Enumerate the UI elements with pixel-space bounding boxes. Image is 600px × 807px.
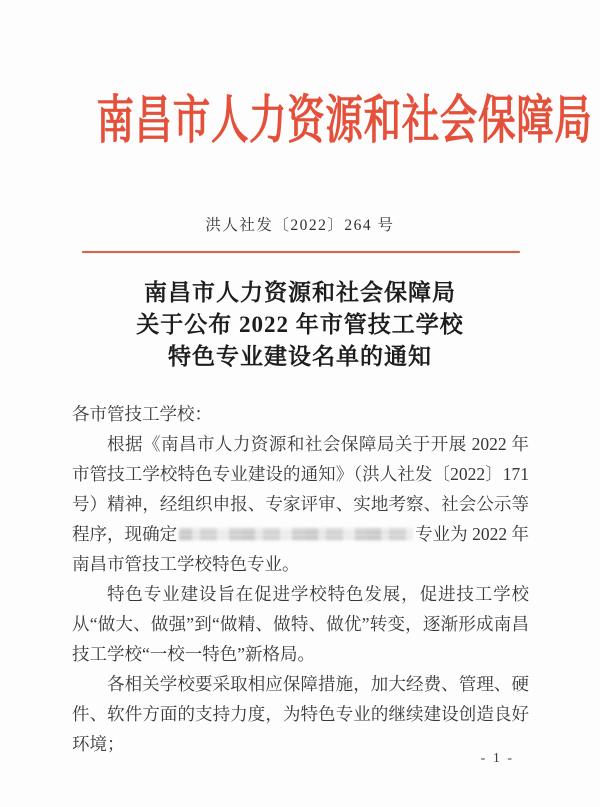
redacted-text-blur — [179, 528, 413, 541]
notice-title-line-1: 南昌市人力资源和社会保障局 — [144, 280, 456, 305]
paragraph-2: 特色专业建设旨在促进学校特色发展，促进技工学校从“做大、做强”到“做精、做特、做优”转变，逐渐形成南昌技工学校“一校一特色”新格局。 — [72, 584, 529, 664]
page-number: - 1 - — [480, 751, 514, 766]
document-number: 洪人社发〔2022〕264 号 — [205, 217, 395, 234]
notice-title — [0, 277, 600, 373]
letterhead — [0, 93, 600, 150]
red-divider-line — [82, 251, 520, 253]
paragraph-1 — [72, 429, 529, 579]
notice-title-line-2: 关于公布 2022 年市管技工学校 — [136, 312, 464, 337]
letterhead-title: 南昌市人力资源和社会保障局 — [96, 93, 593, 150]
paragraph-1-after-redaction: 专业为 2022 年南昌市管技工学校特色专业。 — [72, 524, 529, 574]
salutation: 各市管技工学校： — [72, 404, 212, 424]
notice-title-line-3: 特色专业建设名单的通知 — [168, 344, 432, 369]
document-body — [72, 399, 529, 759]
paragraph-3: 各相关学校要采取相应保障措施，加大经费、管理、硬件、软件方面的支持力度，为特色专业的继续建设创造良好环境； — [72, 674, 529, 754]
paragraph-1-before-redaction: 根据《南昌市人力资源和社会保障局关于开展 2022 年市管技工学校特色专业建设的通知》（洪人社发〔2022〕171 号）精神，经组织申报、专家评审、实地考察、社会公示等程序，现确定 — [72, 434, 529, 544]
